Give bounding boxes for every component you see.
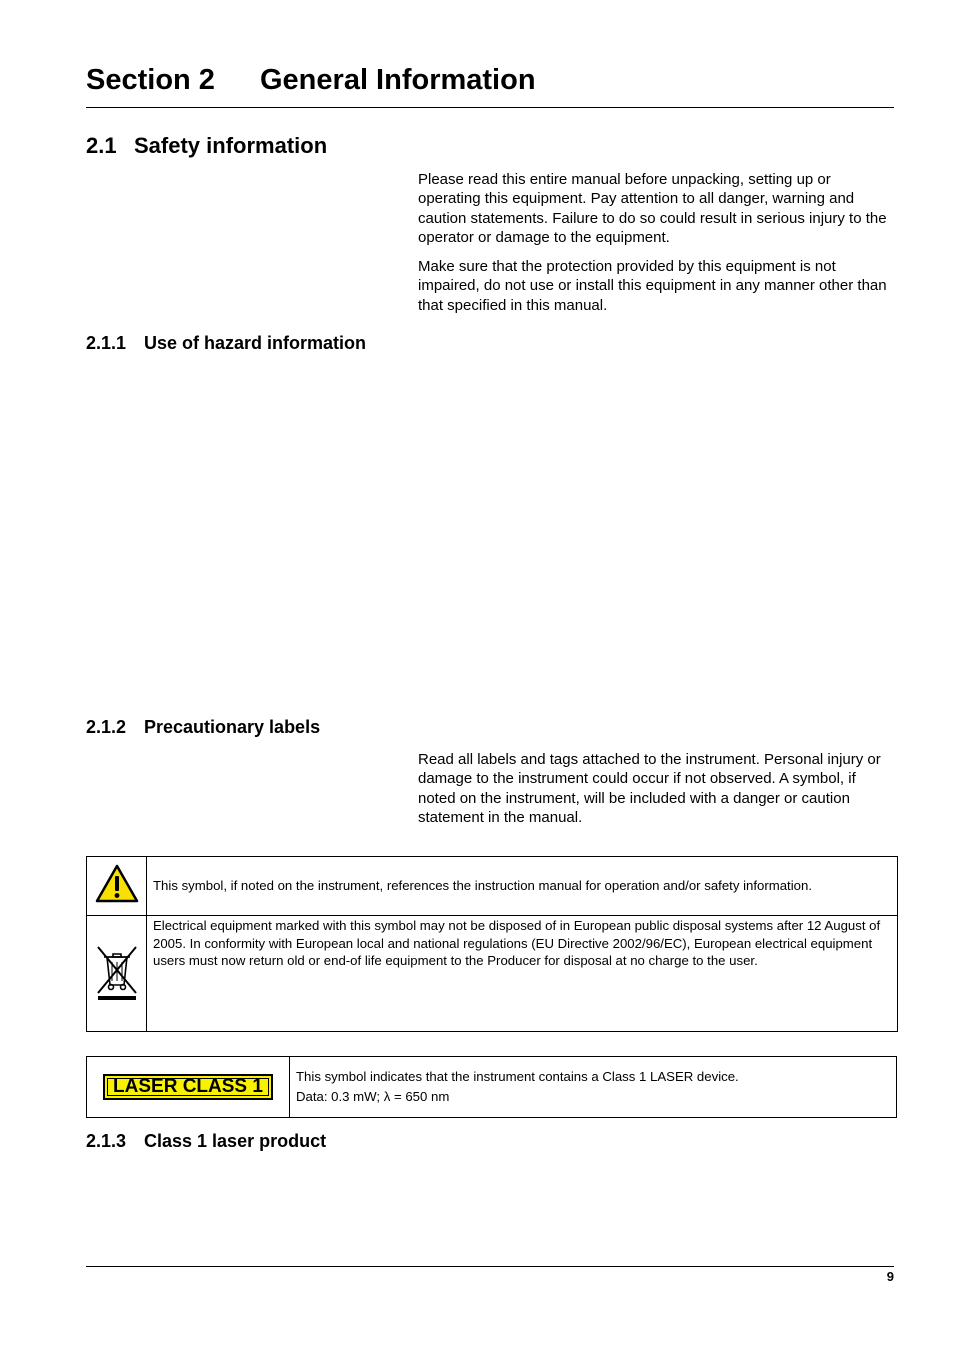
laser-badge-cell	[87, 1057, 290, 1118]
crossed-bin-weee-icon	[93, 941, 141, 1001]
heading-precautionary-labels	[86, 717, 320, 738]
title-divider	[86, 107, 894, 108]
safety-paragraph-1: Please read this entire manual before unpacking, setting up or operating this equipment. Pay attention to all danger, warning and caution statements. Failure to do so could result in serious injury to the operator or damage to the equipment.	[418, 171, 887, 247]
laser-line-1: This symbol indicates that the instrument contains a Class 1 LASER device.	[296, 1069, 739, 1084]
heading-class-1-laser-product	[86, 1131, 326, 1152]
heading-text: Precautionary labels	[144, 717, 321, 737]
warning-text: This symbol, if noted on the instrument, references the instruction manual for operation and/or safety information.	[147, 857, 898, 916]
section-number: Section 2	[86, 64, 215, 96]
table-row	[87, 857, 898, 916]
laser-class-1-label: LASER CLASS 1	[103, 1074, 273, 1100]
footer-divider	[86, 1266, 894, 1267]
page-number: 9	[886, 1269, 894, 1284]
heading-number: 2.1.3	[86, 1131, 127, 1151]
table-row	[87, 1057, 897, 1118]
weee-text: Electrical equipment marked with this symbol may not be disposed of in European public disposal systems after 12 August of 2005. In conformity with European local and national regulations (EU Directive 2002/96/EC), European electrical equipment users must now return old or end-of life equipment to the Producer for disposal at no charge to the user.	[147, 916, 898, 1032]
weee-cell	[87, 916, 147, 1032]
safety-paragraph-2: Make sure that the protection provided by this equipment is not impaired, do not use or install this equipment in any manner other than that specified in this manual.	[418, 258, 887, 314]
heading-number: 2.1	[86, 133, 117, 158]
warning-triangle-icon	[95, 864, 139, 904]
laser-line-2: Data: 0.3 mW; λ = 650 nm	[296, 1089, 450, 1104]
section-heading	[86, 64, 536, 97]
symbols-table	[86, 856, 898, 1032]
heading-number: 2.1.1	[86, 333, 127, 353]
section-title: General Information	[260, 64, 536, 96]
heading-text: Class 1 laser product	[144, 1131, 327, 1151]
warning-cell	[87, 857, 147, 916]
heading-use-of-hazard-information	[86, 333, 366, 354]
heading-text: Safety information	[134, 133, 328, 158]
table-row	[87, 916, 898, 1032]
laser-table	[86, 1056, 897, 1118]
heading-text: Use of hazard information	[144, 333, 367, 353]
laser-description	[290, 1057, 897, 1118]
labels-paragraph: Read all labels and tags attached to the instrument. Personal injury or damage to the instrument could occur if not observed. A symbol, if noted on the instrument, will be included with a danger or caution statement in the manual.	[418, 751, 881, 827]
heading-safety-information	[86, 133, 327, 159]
heading-number: 2.1.2	[86, 717, 127, 737]
